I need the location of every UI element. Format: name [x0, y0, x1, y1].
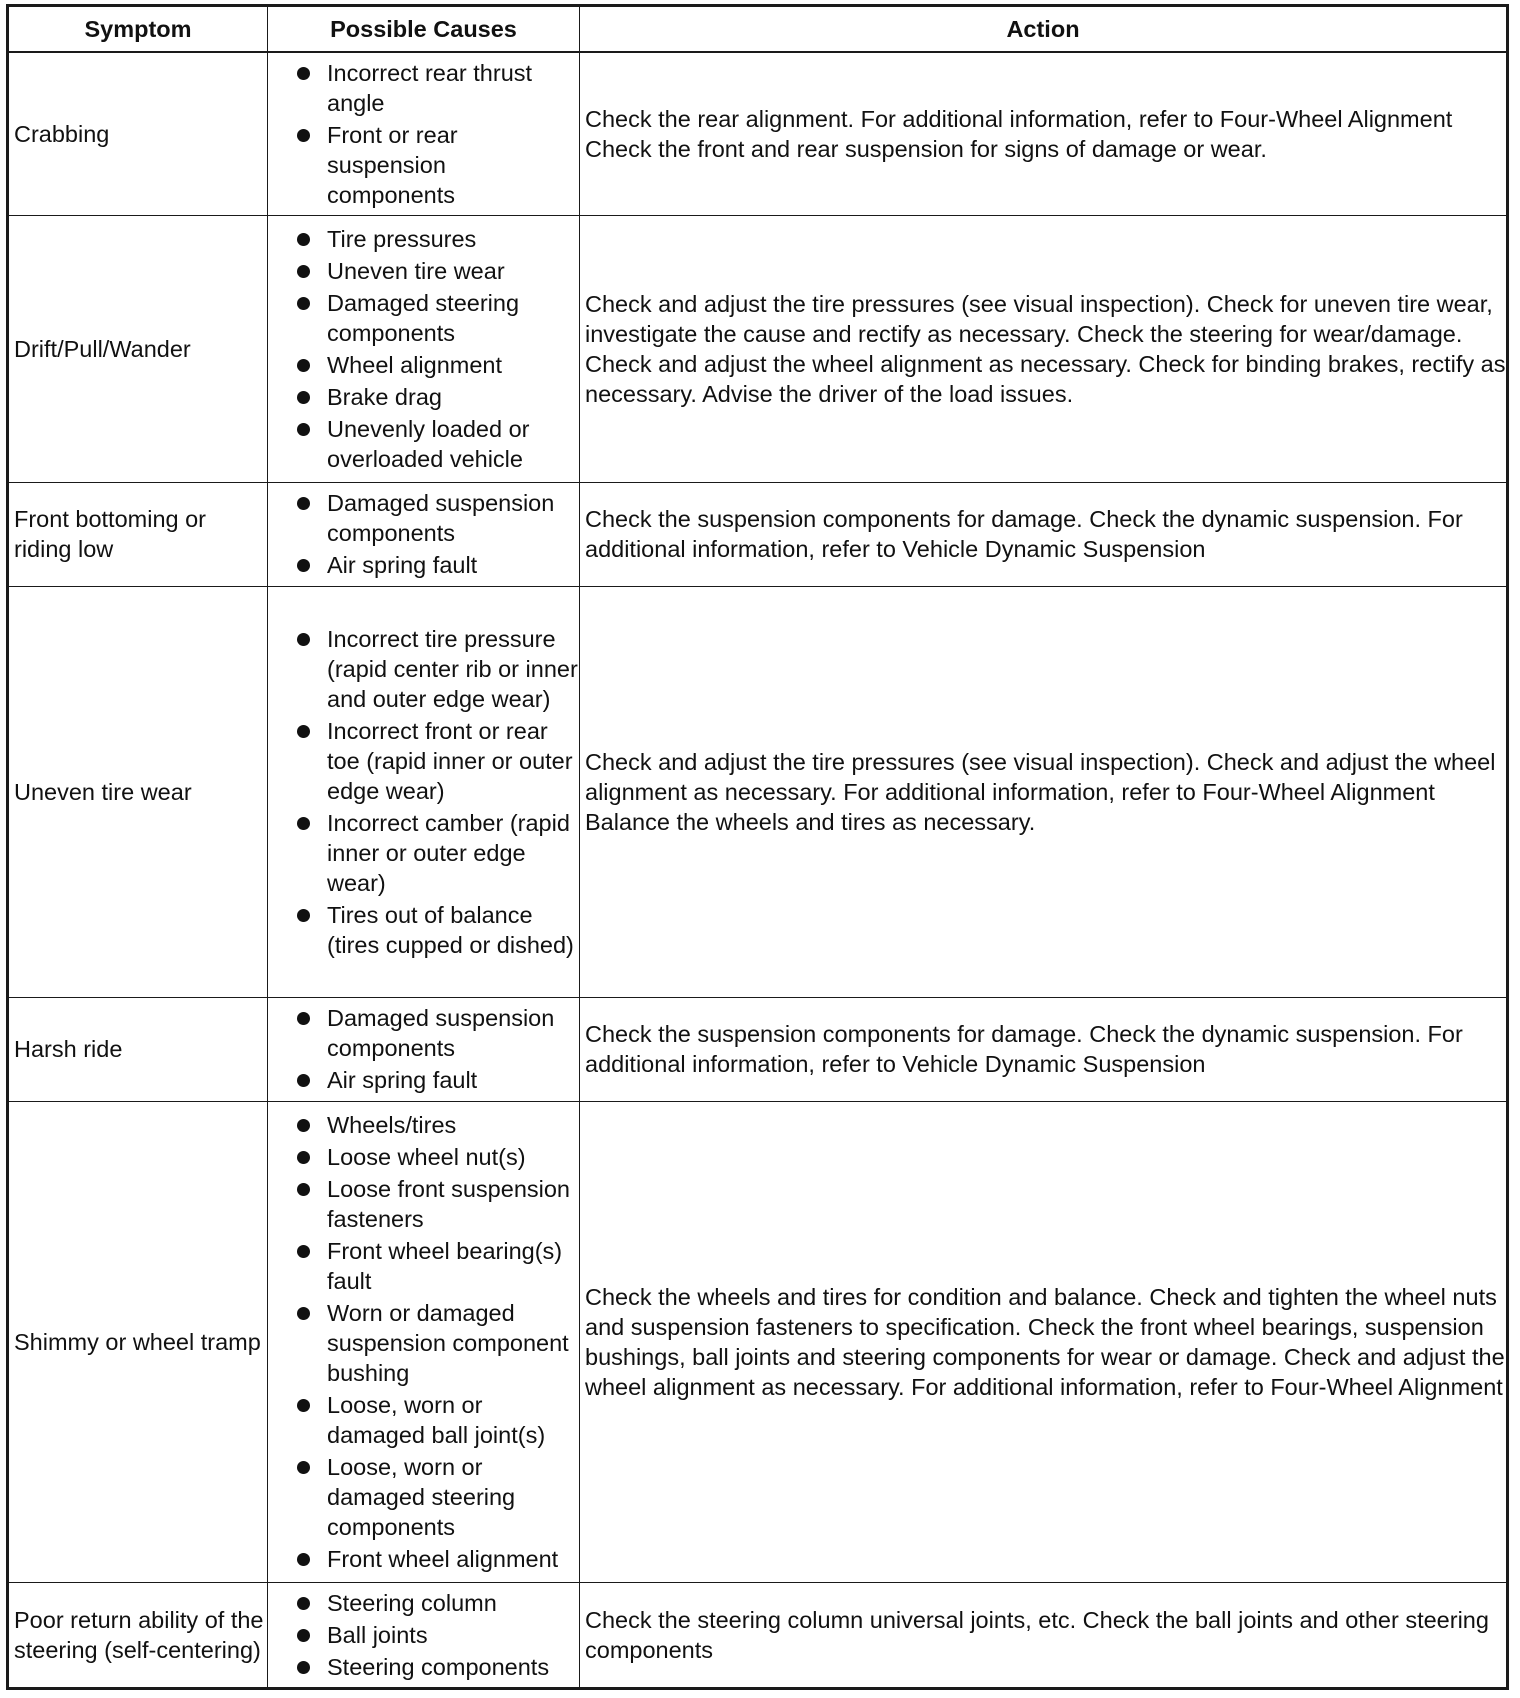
- cause-list: [273, 224, 579, 474]
- bullet-icon: [297, 1399, 310, 1412]
- action-cell: [580, 1101, 1508, 1582]
- cause-list: [273, 1003, 579, 1095]
- cause-text: Damaged suspension components: [327, 490, 555, 547]
- possible-causes-cell: [268, 997, 580, 1101]
- cause-item: [273, 256, 579, 286]
- bullet-icon: [297, 633, 310, 646]
- table-row: [8, 1101, 1508, 1582]
- bullet-icon: [297, 297, 310, 310]
- bullet-icon: [297, 423, 310, 436]
- cause-text: Tire pressures: [327, 226, 477, 253]
- bullet-icon: [297, 1183, 310, 1196]
- action-text: Check the rear alignment. For additional information, refer to Four-Wheel Alignment: [585, 105, 1453, 132]
- bullet-icon: [297, 67, 310, 80]
- cause-item: [273, 414, 579, 474]
- cause-text: Steering components: [327, 1653, 550, 1680]
- cause-text: Air spring fault: [327, 552, 478, 579]
- bullet-icon: [297, 1597, 310, 1610]
- bullet-icon: [297, 1245, 310, 1258]
- cause-item: [273, 488, 579, 548]
- bullet-icon: [297, 909, 310, 922]
- symptom-cell: Shimmy or wheel tramp: [8, 1101, 268, 1582]
- cause-item: [273, 1110, 579, 1140]
- action-text: Check the suspension components for damage. Check the dynamic suspension. For additional information, refer to Vehicle Dynamic Suspension: [585, 1021, 1463, 1078]
- cause-text: Ball joints: [327, 1621, 428, 1648]
- action-text: Check the suspension components for damage. Check the dynamic suspension. For additional information, refer to Vehicle Dynamic Suspension: [585, 506, 1463, 563]
- bullet-icon: [297, 265, 310, 278]
- cause-text: Tires out of balance (tires cupped or dished): [327, 901, 574, 958]
- action-text: Check and adjust the tire pressures (see visual inspection). Check for uneven tire wear, investigate the cause and rectify as necessary. Check the steering for wear/damage. Check and adjust the wheel alignment as necessary. Check for binding brakes, rectify as necessary. Advise the driver of the load issues.: [585, 291, 1506, 408]
- cause-text: Loose, worn or damaged ball joint(s): [327, 1391, 546, 1448]
- cause-item: [273, 224, 579, 254]
- action-text: Balance the wheels and tires as necessary.: [585, 808, 1036, 835]
- action-cell: [580, 216, 1508, 482]
- cause-text: Loose wheel nut(s): [327, 1143, 526, 1170]
- action-cell: [580, 997, 1508, 1101]
- cause-text: Air spring fault: [327, 1067, 478, 1094]
- possible-causes-cell: [268, 1582, 580, 1688]
- bullet-icon: [297, 1661, 310, 1674]
- cause-item: [273, 350, 579, 380]
- cause-text: Damaged steering components: [327, 290, 520, 347]
- table-row: [8, 1582, 1508, 1688]
- table-row: [8, 482, 1508, 586]
- bullet-icon: [297, 1629, 310, 1642]
- cause-text: Steering column: [327, 1589, 497, 1616]
- cause-item: [273, 1236, 579, 1296]
- cause-list: [273, 488, 579, 580]
- symptom-cell: Poor return ability of the steering (self-centering): [8, 1582, 268, 1688]
- action-text: Check the steering column universal joints, etc. Check the ball joints and other steering components: [585, 1606, 1489, 1663]
- header-row: [8, 6, 1508, 52]
- action-cell: [580, 1582, 1508, 1688]
- cause-text: Front or rear suspension components: [327, 121, 458, 208]
- bullet-icon: [297, 1553, 310, 1566]
- table-row: [8, 216, 1508, 482]
- bullet-icon: [297, 1461, 310, 1474]
- cause-text: Incorrect tire pressure (rapid center rib or inner and outer edge wear): [327, 625, 578, 712]
- symptom-cell: Uneven tire wear: [8, 586, 268, 997]
- table-row: [8, 52, 1508, 216]
- cause-text: Incorrect front or rear toe (rapid inner or outer edge wear): [327, 717, 573, 804]
- cause-list: [273, 624, 579, 960]
- possible-causes-cell: [268, 482, 580, 586]
- cause-text: Wheels/tires: [327, 1111, 457, 1138]
- bullet-icon: [297, 817, 310, 830]
- table-row: [8, 586, 1508, 997]
- possible-causes-cell: [268, 586, 580, 997]
- action-text: Check the front and rear suspension for signs of damage or wear.: [585, 135, 1267, 162]
- bullet-icon: [297, 497, 310, 510]
- bullet-icon: [297, 1012, 310, 1025]
- bullet-icon: [297, 129, 310, 142]
- action-cell: [580, 482, 1508, 586]
- bullet-icon: [297, 359, 310, 372]
- cause-item: [273, 1588, 579, 1618]
- cause-item: [273, 382, 579, 412]
- cause-item: [273, 1390, 579, 1450]
- cause-item: [273, 1652, 579, 1682]
- cause-text: Unevenly loaded or overloaded vehicle: [327, 416, 530, 473]
- bullet-icon: [297, 233, 310, 246]
- header-symptom: Symptom: [8, 6, 268, 52]
- cause-list: [273, 1110, 579, 1574]
- cause-text: Damaged suspension components: [327, 1005, 555, 1062]
- bullet-icon: [297, 391, 310, 404]
- cause-item: [273, 808, 579, 898]
- bullet-icon: [297, 559, 310, 572]
- possible-causes-cell: [268, 1101, 580, 1582]
- cause-item: [273, 120, 579, 210]
- cause-item: [273, 1452, 579, 1542]
- cause-text: Loose front suspension fasteners: [327, 1175, 570, 1232]
- symptom-cell: Harsh ride: [8, 997, 268, 1101]
- cause-item: [273, 550, 579, 580]
- table-row: [8, 997, 1508, 1101]
- cause-list: [273, 1588, 579, 1682]
- cause-item: [273, 1174, 579, 1234]
- table-body: [8, 52, 1508, 1689]
- cause-text: Uneven tire wear: [327, 258, 505, 285]
- cause-item: [273, 900, 579, 960]
- cause-text: Front wheel alignment: [327, 1545, 559, 1572]
- bullet-icon: [297, 1119, 310, 1132]
- cause-item: [273, 624, 579, 714]
- cause-item: [273, 1544, 579, 1574]
- action-text: Check and adjust the tire pressures (see visual inspection). Check and adjust the wheel alignment as necessary. For additional information, refer to Four-Wheel Alignment: [585, 748, 1496, 805]
- cause-item: [273, 1003, 579, 1063]
- header-action: Action: [580, 6, 1508, 52]
- bullet-icon: [297, 1074, 310, 1087]
- cause-item: [273, 1142, 579, 1172]
- cause-text: Loose, worn or damaged steering components: [327, 1453, 516, 1540]
- cause-text: Incorrect camber (rapid inner or outer edge wear): [327, 809, 570, 896]
- cause-text: Worn or damaged suspension component bushing: [327, 1299, 569, 1386]
- cause-text: Front wheel bearing(s) fault: [327, 1237, 563, 1294]
- possible-causes-cell: [268, 52, 580, 216]
- symptom-cell: Front bottoming or riding low: [8, 482, 268, 586]
- symptom-cell: Crabbing: [8, 52, 268, 216]
- bullet-icon: [297, 1307, 310, 1320]
- cause-item: [273, 716, 579, 806]
- diagnosis-table: [6, 4, 1509, 1690]
- cause-text: Wheel alignment: [327, 352, 503, 379]
- possible-causes-cell: [268, 216, 580, 482]
- symptom-cell: Drift/Pull/Wander: [8, 216, 268, 482]
- bullet-icon: [297, 725, 310, 738]
- cause-text: Brake drag: [327, 384, 442, 411]
- action-text: Check the wheels and tires for condition and balance. Check and tighten the wheel nuts and suspension fasteners to specification. Check the front wheel bearings, suspension bushings, ball joints and steering components for wear or damage. Check and adjust the wheel alignment as necessary. For additional information, refer to Four-Wheel Alignment: [585, 1283, 1505, 1400]
- cause-item: [273, 288, 579, 348]
- cause-item: [273, 58, 579, 118]
- bullet-icon: [297, 1151, 310, 1164]
- cause-item: [273, 1298, 579, 1388]
- cause-list: [273, 58, 579, 210]
- cause-item: [273, 1620, 579, 1650]
- cause-item: [273, 1065, 579, 1095]
- header-possible-causes: Possible Causes: [268, 6, 580, 52]
- action-cell: [580, 586, 1508, 997]
- action-cell: [580, 52, 1508, 216]
- cause-text: Incorrect rear thrust angle: [327, 59, 533, 116]
